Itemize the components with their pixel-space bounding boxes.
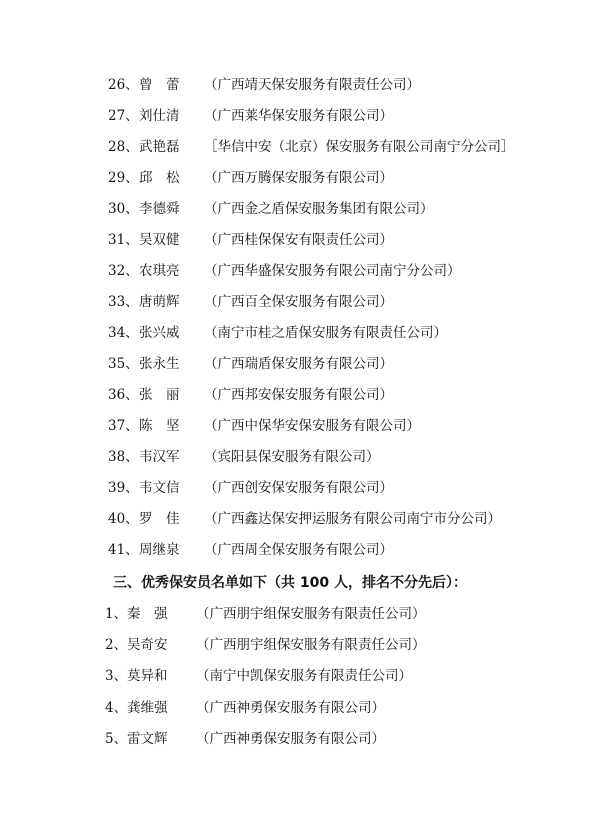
item-number: 40、	[108, 511, 139, 527]
list-item	[105, 633, 572, 657]
list-item	[108, 538, 572, 562]
organization-name: （广西靖天保安服务有限责任公司）	[204, 77, 420, 93]
list-item	[105, 727, 572, 751]
person-name: 吴奇安	[127, 637, 168, 654]
person-name: 农琪亮	[139, 263, 180, 279]
organization-name: （宾阳县保安服务有限公司）	[204, 449, 380, 465]
item-number: 35、	[108, 356, 139, 372]
organization-name: （广西瑞盾保安服务有限公司）	[204, 356, 393, 372]
person-name: 张永生	[139, 356, 180, 372]
organization-name: （南宁中凯保安服务有限责任公司）	[196, 668, 412, 685]
person-name: 秦 强	[127, 606, 168, 622]
item-number: 36、	[108, 387, 139, 403]
item-number: 31、	[108, 232, 139, 248]
item-number: 5、	[105, 730, 128, 747]
organization-name: （广西金之盾保安服务集团有限公司）	[204, 201, 434, 217]
organization-name: （广西鑫达保安押运服务有限公司南宁市分公司）	[204, 511, 501, 527]
list-item	[108, 476, 572, 500]
item-number: 39、	[108, 480, 139, 496]
list-item	[108, 383, 572, 407]
organization-name: （广西朋宇组保安服务有限责任公司）	[196, 637, 426, 654]
item-number: 29、	[108, 170, 139, 186]
organization-name: （广西朋宇组保安服务有限责任公司）	[196, 606, 426, 622]
organization-name: （广西百全保安服务有限公司）	[204, 294, 393, 310]
list-item	[108, 290, 572, 314]
organization-name: （广西创安保安服务有限公司）	[204, 480, 393, 496]
list-item	[108, 352, 572, 376]
person-name: 邱 松	[139, 170, 180, 186]
list-item	[108, 135, 572, 159]
person-name: 张兴威	[139, 325, 180, 341]
list-item	[105, 696, 572, 720]
list-item	[108, 197, 572, 221]
organization-name: ［华信中安（北京）保安服务有限公司南宁分公司］	[204, 139, 515, 155]
item-number: 4、	[105, 699, 128, 716]
item-number: 27、	[108, 108, 139, 124]
organization-name: （广西周全保安服务有限公司）	[204, 542, 393, 558]
item-number: 2、	[105, 637, 128, 654]
item-number: 34、	[108, 325, 139, 341]
person-name: 李德舜	[139, 201, 180, 217]
list-item	[108, 259, 572, 283]
list-item	[108, 321, 572, 345]
person-name: 张 丽	[139, 387, 180, 403]
list-item	[105, 664, 572, 688]
organization-name: （广西神勇保安服务有限公司）	[196, 730, 385, 747]
item-number: 28、	[108, 139, 139, 155]
list-item	[105, 602, 572, 626]
person-name: 莫异和	[127, 668, 168, 685]
list-item	[108, 414, 572, 438]
person-name: 龚维强	[127, 699, 168, 716]
item-number: 41、	[108, 542, 139, 558]
item-number: 37、	[108, 418, 139, 434]
list-item	[108, 228, 572, 252]
item-number: 30、	[108, 201, 139, 217]
person-name: 曾 蕾	[139, 77, 180, 93]
organization-name: （广西神勇保安服务有限公司）	[196, 699, 385, 716]
organization-name: （广西桂保保安有限责任公司）	[204, 232, 393, 248]
item-number: 38、	[108, 449, 139, 465]
person-name: 唐萌辉	[139, 294, 180, 310]
list-item	[108, 104, 572, 128]
person-name: 陈 坚	[139, 418, 180, 434]
item-number: 32、	[108, 263, 139, 279]
item-number: 1、	[105, 606, 128, 622]
person-name: 雷文辉	[127, 730, 168, 747]
organization-name: （广西华盛保安服务有限公司南宁分公司）	[204, 263, 461, 279]
item-number: 26、	[108, 77, 139, 93]
organization-name: （广西万腾保安服务有限公司）	[204, 170, 393, 186]
item-number: 33、	[108, 294, 139, 310]
person-name: 刘仕清	[139, 108, 180, 124]
section-heading: 三、优秀保安员名单如下（共 100 人，排名不分先后）：	[113, 575, 467, 591]
list-item	[108, 73, 572, 97]
person-name: 周继泉	[139, 542, 180, 558]
person-name: 武艳磊	[139, 139, 180, 155]
organization-name: （广西邦安保安服务有限公司）	[204, 387, 393, 403]
person-name: 罗 佳	[139, 511, 180, 527]
person-name: 韦汉军	[139, 449, 180, 465]
person-name: 吴双健	[139, 232, 180, 248]
list-item	[108, 507, 572, 531]
organization-name: （南宁市桂之盾保安服务有限责任公司）	[204, 325, 447, 341]
organization-name: （广西中保华安保安服务有限公司）	[204, 418, 420, 434]
list-item	[108, 445, 572, 469]
list-item	[108, 166, 572, 190]
organization-name: （广西莱华保安服务有限公司）	[204, 108, 393, 124]
item-number: 3、	[105, 668, 128, 685]
person-name: 韦文信	[139, 480, 180, 496]
